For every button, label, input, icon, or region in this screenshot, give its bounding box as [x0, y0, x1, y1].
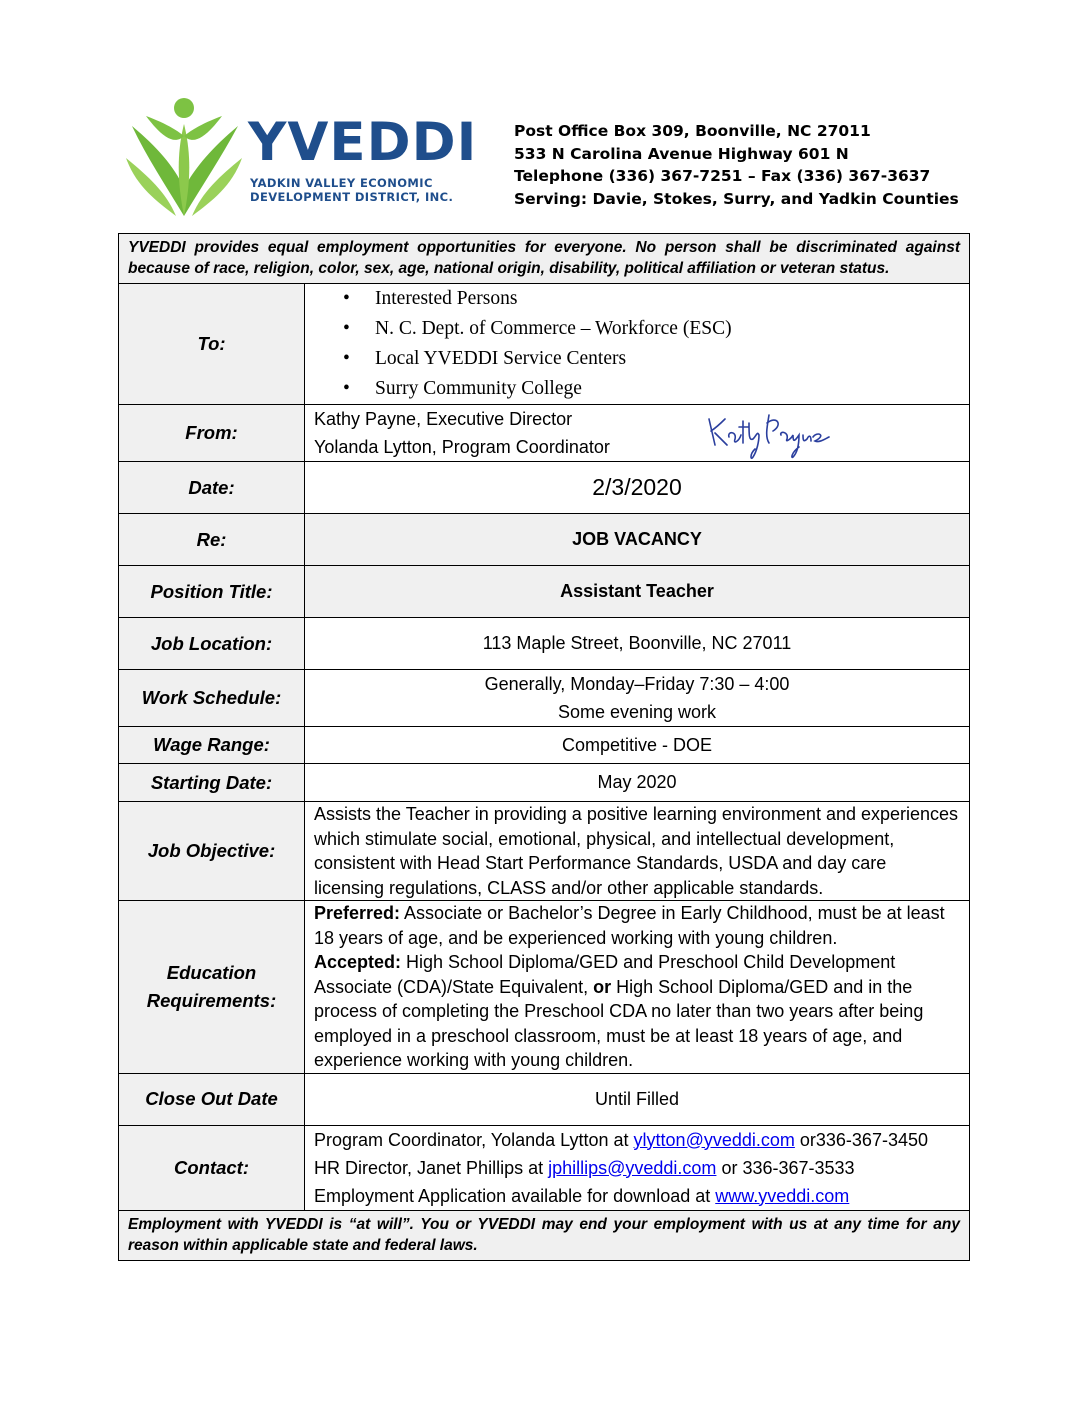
start-row — [119, 764, 970, 802]
date-value: 2/3/2020 — [305, 462, 970, 514]
close-out-value: Until Filled — [305, 1073, 970, 1125]
start-value: May 2020 — [305, 764, 970, 802]
close-out-label: Close Out Date — [119, 1073, 305, 1125]
education-label-line-2: Requirements: — [146, 989, 277, 1011]
address-block — [514, 120, 959, 210]
accepted-text-1: High School Diploma/GED and Preschool Child Development Associate (CDA)/State Equivalent, — [314, 952, 896, 997]
contact-line-1-phone: or336-367-3450 — [794, 1129, 928, 1150]
contact-value — [305, 1125, 970, 1210]
position-row — [119, 566, 970, 618]
from-line-1: Kathy Payne, Executive Director — [314, 409, 573, 429]
or-word: or — [593, 976, 612, 997]
education-label-line-1: Education — [166, 961, 257, 983]
logo-subtitle — [250, 176, 453, 204]
close-out-row — [119, 1073, 970, 1125]
date-label: Date: — [119, 462, 305, 514]
schedule-line-2: Some evening work — [557, 702, 717, 722]
to-value — [305, 284, 970, 405]
objective-row — [119, 802, 970, 901]
start-label: Starting Date: — [119, 764, 305, 802]
logo-subtitle-line2: DEVELOPMENT DISTRICT, INC. — [250, 190, 454, 204]
to-label: To: — [119, 284, 305, 405]
website-link[interactable]: www.yveddi.com — [715, 1185, 850, 1206]
eeo-banner-row — [119, 234, 970, 284]
signature-image — [703, 405, 833, 461]
from-row — [119, 405, 970, 462]
schedule-value — [305, 670, 970, 727]
contact-line-2-text: HR Director, Janet Phillips at — [314, 1157, 549, 1178]
coordinator-email-link[interactable]: ylytton@yveddi.com — [633, 1129, 795, 1150]
logo-subtitle-line1: YADKIN VALLEY ECONOMIC — [250, 176, 433, 190]
from-label: From: — [119, 405, 305, 462]
yveddi-logo — [126, 96, 478, 218]
schedule-row — [119, 670, 970, 727]
contact-line-3-text: Employment Application available for download at — [314, 1185, 716, 1206]
recipient-list — [305, 284, 969, 404]
position-label: Position Title: — [119, 566, 305, 618]
contact-line-3 — [314, 1182, 960, 1210]
preferred-label: Preferred: — [314, 903, 401, 923]
address-line-1: Post Office Box 309, Boonville, NC 27011 — [514, 122, 871, 140]
contact-line-1 — [314, 1126, 960, 1154]
contact-line-1-text: Program Coordinator, Yolanda Lytton at — [314, 1129, 634, 1150]
re-row — [119, 514, 970, 566]
preferred-text: Associate or Bachelor’s Degree in Early Childhood, must be at least 18 years of age, and be experienced working with young children. — [314, 903, 945, 948]
address-line-2: 533 N Carolina Avenue Highway 601 N — [514, 144, 849, 163]
schedule-line-1: Generally, Monday–Friday 7:30 – 4:00 — [484, 674, 790, 694]
contact-label: Contact: — [119, 1125, 305, 1210]
preferred-requirement — [314, 901, 960, 950]
from-value — [305, 405, 970, 462]
at-will-statement: Employment with YVEDDI is “at will”. You or YVEDDI may end your employment with us at any time for any reason within applicable state and federal laws. — [119, 1210, 970, 1260]
job-vacancy-form — [118, 233, 970, 1261]
re-value: JOB VACANCY — [305, 514, 970, 566]
from-line-2: Yolanda Lytton, Program Coordinator — [314, 437, 610, 457]
to-row — [119, 284, 970, 405]
education-label — [119, 901, 305, 1074]
contact-line-2 — [314, 1154, 960, 1182]
re-label: Re: — [119, 514, 305, 566]
contact-line-2-phone: or 336-367-3533 — [716, 1157, 855, 1178]
logo-wordmark: YVEDDI — [248, 112, 478, 173]
education-row — [119, 901, 970, 1074]
education-value — [305, 901, 970, 1074]
recipient-item: • Interested Persons — [375, 284, 969, 314]
position-value: Assistant Teacher — [305, 566, 970, 618]
location-label: Job Location: — [119, 618, 305, 670]
accepted-requirement — [314, 950, 960, 1073]
objective-label: Job Objective: — [119, 802, 305, 901]
date-row — [119, 462, 970, 514]
accepted-label: Accepted: — [314, 952, 402, 972]
recipient-item: • Surry Community College — [375, 374, 969, 404]
schedule-label: Work Schedule: — [119, 670, 305, 727]
logo-leaf-icon — [126, 96, 246, 218]
address-line-3: Telephone (336) 367-7251 – Fax (336) 367-3637 — [514, 167, 931, 185]
location-value: 113 Maple Street, Boonville, NC 27011 — [305, 618, 970, 670]
eeo-statement: YVEDDI provides equal employment opportunities for everyone. No person shall be discriminated against because of race, religion, color, sex, age, national origin, disability, political affiliation or veteran status. — [119, 234, 970, 284]
recipient-item: • Local YVEDDI Service Centers — [375, 344, 969, 374]
address-line-4: Serving: Davie, Stokes, Surry, and Yadkin Counties — [514, 189, 959, 208]
recipient-item: • N. C. Dept. of Commerce – Workforce (ESC) — [375, 314, 969, 344]
hr-email-link[interactable]: jphillips@yveddi.com — [548, 1157, 717, 1178]
contact-row — [119, 1125, 970, 1210]
wage-label: Wage Range: — [119, 727, 305, 764]
objective-value: Assists the Teacher in providing a positive learning environment and experiences which stimulate social, emotional, physical, and intellectual development, consistent with Head Start Performance Standards, USDA and day care licensing regulations, CLASS and/or other applicable standards. — [305, 802, 970, 901]
location-row — [119, 618, 970, 670]
accepted-text-2: High School Diploma/GED and in the process of completing the Preschool CDA no later than two years after being employed in a preschool classroom, must be at least 18 years of age, and experience working with young children. — [314, 976, 924, 1070]
wage-value: Competitive - DOE — [305, 727, 970, 764]
wage-row — [119, 727, 970, 764]
at-will-row — [119, 1210, 970, 1260]
